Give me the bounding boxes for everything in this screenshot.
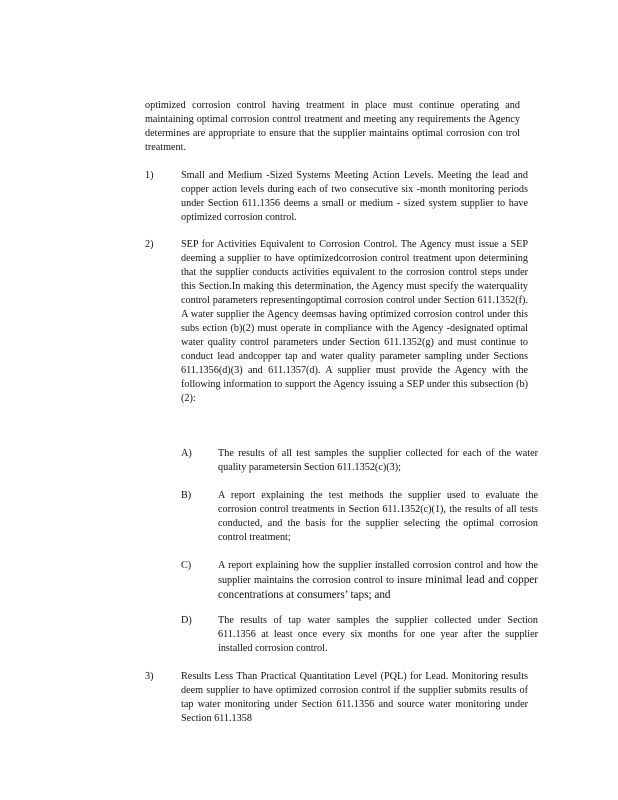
- item-number: 3): [145, 671, 154, 682]
- item-number: 1): [145, 170, 154, 181]
- sub-item-text: A report explaining the test methods the supplier used to evaluate the corrosion control treatments in Section 611.1352(c)(1), the results of all tests conducted, and the basis for the supplier selecting the optimal corrosion control treatment;: [218, 490, 538, 543]
- sub-item-number: C): [181, 560, 192, 571]
- item-text: Small and Medium -Sized Systems Meeting Action Levels. Meeting the lead and copper action levels during each of two consecutive six -month monitoring periods under Section 611.1356 deems a small or medium - sized system supplier to have optimized corrosion control.: [181, 170, 528, 223]
- sub-item-text-part-2: minimal lead and copper concentrations at consumers’ taps; and: [218, 574, 538, 601]
- item-number: 2): [145, 239, 154, 250]
- sub-item-text: The results of all test samples the supplier collected for each of the water quality parametersin Section 611.1352(c)(3);: [218, 448, 538, 473]
- sub-item-number: D): [181, 615, 192, 626]
- sub-item-number: B): [181, 490, 192, 501]
- sub-item-text: [218, 559, 538, 603]
- intro-paragraph: optimized corrosion control having treatment in place must continue operating and maintaining optimal corrosion control treatment and meeting any requirements the Agency determines are appropriate to ensure that the supplier maintains optimal corrosion con trol treatment.: [145, 100, 520, 153]
- item-text: Results Less Than Practical Quantitation Level (PQL) for Lead. Monitoring results deem supplier to have optimized corrosion control if the supplier submits results of tap water monitoring under Section 611.1356 and source water monitoring under Section 611.1358: [181, 671, 528, 724]
- sub-item-text: The results of tap water samples the supplier collected under Section 611.1356 at least once every six months for one year after the supplier installed corrosion control.: [218, 615, 538, 654]
- item-text: SEP for Activities Equivalent to Corrosion Control. The Agency must issue a SEP deeming a supplier to have optimizedcorrosion control treatment upon determining that the supplier conducts activities equivalent to the corrosion control steps under this Section.In making this determination, the Agency must specify the waterquality control parameters representingoptimal corrosion control under Section 611.1352(f). A water supplier the Agency deemsas having optimized corrosion control under this subs ection (b)(2) must operate in compliance with the Agency -designated optimal water quality control parameters under Section 611.1352(g) and must continue to conduct lead andcopper tap and water quality parameter sampling under Sections 611.1356(d)(3) and 611.1357(d). A supplier must provide the Agency with the following information to support the Agency issuing a SEP under this subsection (b)(2):: [181, 239, 528, 404]
- sub-item-text-part-1: A report explaining how the supplier installed corrosion control and how the supplier maintains the corrosion control to insure: [218, 560, 538, 586]
- sub-item-number: A): [181, 448, 192, 459]
